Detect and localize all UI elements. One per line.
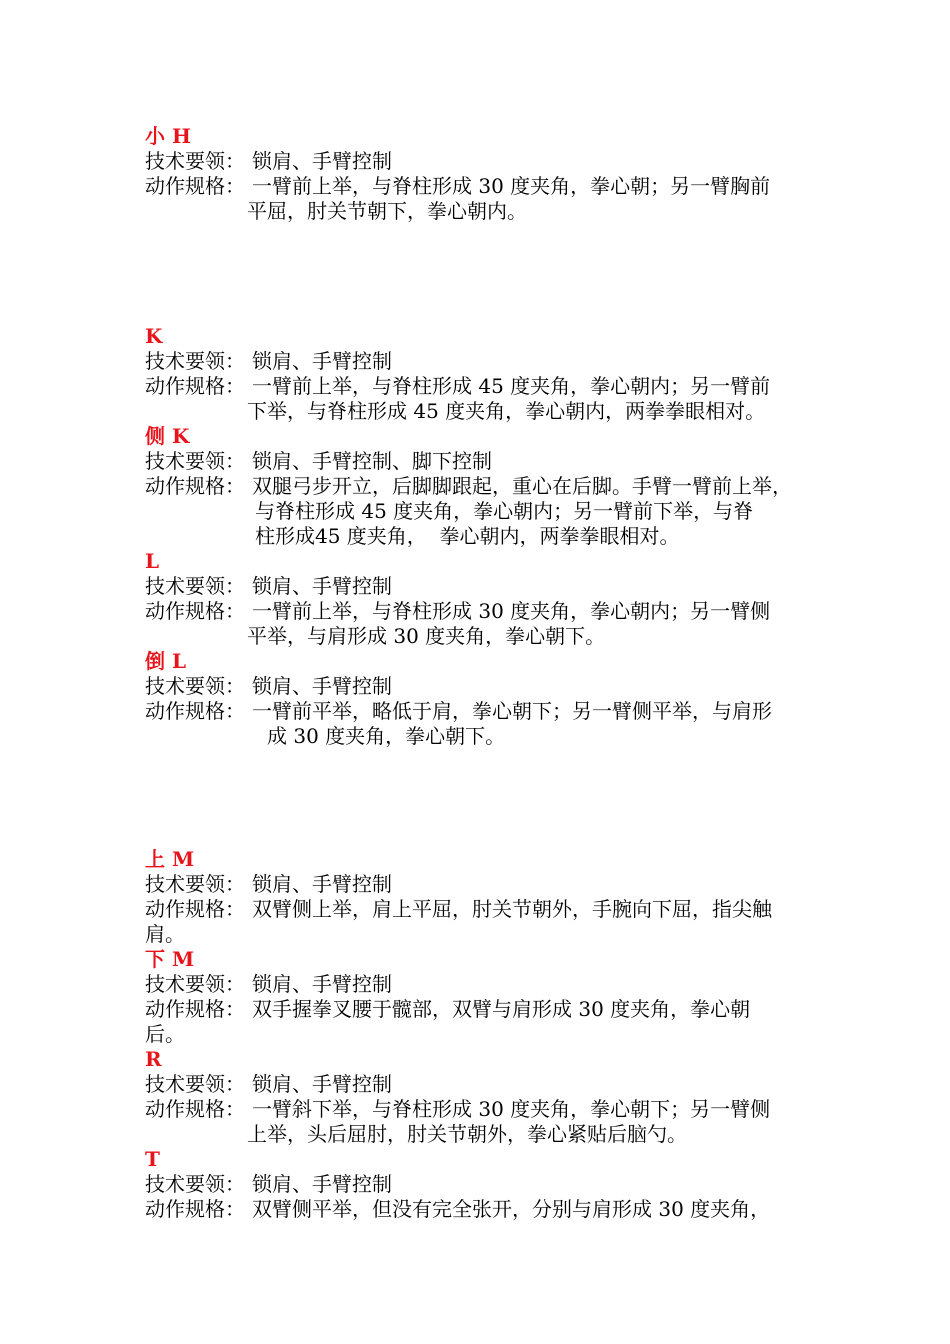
tech-value: 锁肩、手臂控制 bbox=[252, 574, 392, 598]
entry-title: K bbox=[145, 324, 163, 348]
tech-label: 技术要领： bbox=[145, 574, 245, 598]
tech-label: 技术要领： bbox=[145, 972, 245, 996]
spec-line: 一臂前上举，与脊柱形成 30 度夹角，拳心朝；另一臂胸前 bbox=[252, 174, 771, 198]
entry-side-k bbox=[145, 424, 825, 549]
entry-title: 上 M bbox=[145, 847, 195, 871]
tech-row bbox=[145, 872, 825, 897]
spec-label: 动作规格： bbox=[145, 1197, 245, 1221]
spec-line: 双腿弓步开立，后脚脚跟起，重心在后脚。手臂一臂前上举， bbox=[252, 474, 792, 498]
spec-line: 一臂斜下举，与脊柱形成 30 度夹角，拳心朝下；另一臂侧 bbox=[252, 1097, 771, 1121]
spec-row bbox=[145, 997, 825, 1022]
entry-lower-m bbox=[145, 947, 825, 1047]
spec-line: 一臂前平举，略低于肩，拳心朝下；另一臂侧平举，与肩形 bbox=[252, 699, 772, 723]
tech-row bbox=[145, 674, 825, 699]
tech-row bbox=[145, 1072, 825, 1097]
tech-value: 锁肩、手臂控制 bbox=[252, 972, 392, 996]
tech-row bbox=[145, 972, 825, 997]
tech-label: 技术要领： bbox=[145, 674, 245, 698]
spec-line: 下举，与脊柱形成 45 度夹角，拳心朝内，两拳拳眼相对。 bbox=[247, 399, 766, 423]
tech-row bbox=[145, 1172, 825, 1197]
tech-value: 锁肩、手臂控制 bbox=[252, 349, 392, 373]
spec-label: 动作规格： bbox=[145, 699, 245, 723]
tech-value: 锁肩、手臂控制、脚下控制 bbox=[252, 449, 492, 473]
spec-label: 动作规格： bbox=[145, 474, 245, 498]
tech-label: 技术要领： bbox=[145, 1072, 245, 1096]
entry-title: L bbox=[145, 549, 160, 573]
tech-row bbox=[145, 349, 825, 374]
entry-t bbox=[145, 1147, 825, 1222]
spec-row bbox=[145, 699, 825, 724]
entry-l bbox=[145, 549, 825, 649]
entry-r bbox=[145, 1047, 825, 1147]
tech-value: 锁肩、手臂控制 bbox=[252, 1072, 392, 1096]
spec-row bbox=[145, 1097, 825, 1122]
tech-label: 技术要领： bbox=[145, 1172, 245, 1196]
spec-label: 动作规格： bbox=[145, 374, 245, 398]
entry-k bbox=[145, 324, 825, 424]
spec-line: 双臂侧上举，肩上平屈，肘关节朝外，手腕向下屈，指尖触 bbox=[252, 897, 772, 921]
spec-label: 动作规格： bbox=[145, 897, 245, 921]
spec-line: 一臂前上举，与脊柱形成 30 度夹角，拳心朝内；另一臂侧 bbox=[252, 599, 771, 623]
entry-title: R bbox=[145, 1047, 162, 1071]
tech-row bbox=[145, 574, 825, 599]
tech-label: 技术要领： bbox=[145, 149, 245, 173]
spec-line: 上举，头后屈肘，肘关节朝外，拳心紧贴后脑勺。 bbox=[247, 1122, 687, 1146]
spec-row bbox=[145, 897, 825, 922]
tech-row bbox=[145, 149, 825, 174]
tech-label: 技术要领： bbox=[145, 349, 245, 373]
spec-row bbox=[145, 599, 825, 624]
entry-small-h bbox=[145, 124, 825, 224]
entry-title: T bbox=[145, 1147, 160, 1171]
spec-line: 肩。 bbox=[145, 922, 185, 946]
spec-label: 动作规格： bbox=[145, 1097, 245, 1121]
tech-row bbox=[145, 449, 825, 474]
entry-title: 下 M bbox=[145, 947, 195, 971]
spec-line: 与脊柱形成 45 度夹角，拳心朝内；另一臂前下举，与脊 bbox=[255, 499, 754, 523]
spec-line: 成 30 度夹角，拳心朝下。 bbox=[267, 724, 506, 748]
spec-row bbox=[145, 174, 825, 199]
spec-line: 柱形成45 度夹角， 拳心朝内，两拳拳眼相对。 bbox=[255, 524, 680, 548]
tech-value: 锁肩、手臂控制 bbox=[252, 1172, 392, 1196]
spec-line: 一臂前上举，与脊柱形成 45 度夹角，拳心朝内；另一臂前 bbox=[252, 374, 771, 398]
spec-row bbox=[145, 474, 825, 499]
entry-title: 小 H bbox=[145, 124, 191, 148]
tech-value: 锁肩、手臂控制 bbox=[252, 149, 392, 173]
spec-line: 平举，与肩形成 30 度夹角，拳心朝下。 bbox=[247, 624, 606, 648]
tech-label: 技术要领： bbox=[145, 872, 245, 896]
spec-row bbox=[145, 374, 825, 399]
spec-line: 后。 bbox=[145, 1022, 185, 1046]
tech-value: 锁肩、手臂控制 bbox=[252, 674, 392, 698]
entry-title: 倒 L bbox=[145, 649, 187, 673]
tech-value: 锁肩、手臂控制 bbox=[252, 872, 392, 896]
spec-label: 动作规格： bbox=[145, 997, 245, 1021]
spec-label: 动作规格： bbox=[145, 174, 245, 198]
tech-label: 技术要领： bbox=[145, 449, 245, 473]
spec-row bbox=[145, 1197, 825, 1222]
spec-label: 动作规格： bbox=[145, 599, 245, 623]
entry-upper-m bbox=[145, 847, 825, 947]
spec-line: 双臂侧平举，但没有完全张开，分别与肩形成 30 度夹角， bbox=[252, 1197, 771, 1221]
entry-title: 侧 K bbox=[145, 424, 190, 448]
spec-line: 平屈，肘关节朝下，拳心朝内。 bbox=[247, 199, 527, 223]
spec-line: 双手握拳叉腰于髋部，双臂与肩形成 30 度夹角，拳心朝 bbox=[252, 997, 751, 1021]
entry-inverted-l bbox=[145, 649, 825, 749]
